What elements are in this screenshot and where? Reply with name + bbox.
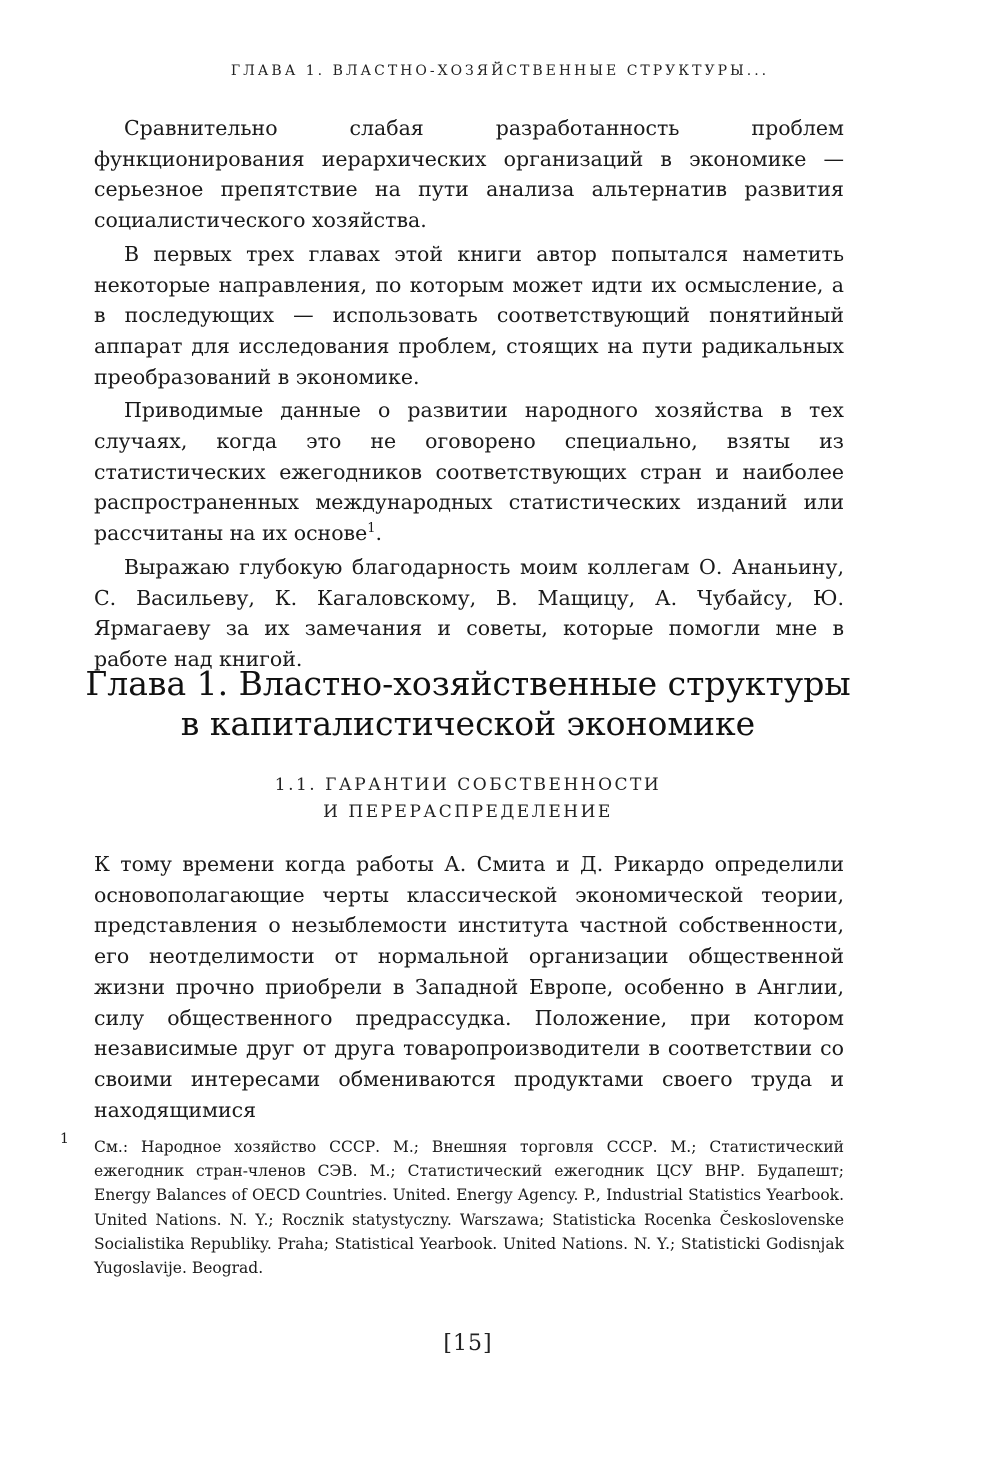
intro-paragraph-text: Приводимые данные о развитии народного хозяйства в тех случаях, когда это не оговорено специально, взяты из статистических ежегодников соответствующих стран и наиболее распространенных международных статистических изданий или рассчитаны на их основе <box>94 398 844 546</box>
footnote-mark: 1 <box>60 1131 69 1147</box>
footnote-reference-tail: . <box>375 521 383 546</box>
chapter-title <box>0 664 936 744</box>
chapter-title-line: в капиталистической экономике <box>180 704 756 743</box>
intro-paragraph: Выражаю глубокую благодарность моим коллегам О. Ананьину, С. Васильеву, К. Кагаловскому, В. Мащицу, А. Чубайсу, Ю. Ярмагаеву за их замечания и советы, которые помогли мне в работе над книгой. <box>94 554 844 671</box>
intro-paragraph: Сравнительно слабая разработанность проблем функционирования иерархических организаций в экономике — серьезное препятствие на пути анализа альтернатив развития социалистического хозяйства. <box>94 116 844 233</box>
section-title <box>0 772 936 826</box>
page-number: [15] <box>443 1331 493 1356</box>
intro-paragraph <box>94 395 844 549</box>
footnote-text: См.: Народное хозяйство СССР. М.; Внешняя торговля СССР. М.; Статистический ежегодник стран-членов СЭВ. М.; Статистический ежегодник ЦСУ ВНР. Будапешт; Energy Balances of OECD Countries. United. Energy Agency. P., Industrial Statistics Yearbook. United Nations. N. Y.; Rocznik statystyczny. Warszawa; Statisticka Rocenka Československe Socialistika Republiky. Praha; Statistical Yearbook. United Nations. N. Y.; Statisticki Godisnjak Yugoslavije. Beograd. <box>94 1138 844 1278</box>
chapter-title-line: Глава 1. Властно-хозяйственные структуры <box>85 664 851 703</box>
intro-paragraph: В первых трех главах этой книги автор попытался наметить некоторые направления, по которым может идти их осмысление, а в последующих — использовать соответствующий понятийный аппарат для исследования проблем, стоящих на пути радикальных преобразований в экономике. <box>94 241 844 389</box>
section-title-line: И ПЕРЕРАСПРЕДЕЛЕНИЕ <box>323 802 613 822</box>
intro-text <box>94 113 844 678</box>
chapter-body-text <box>94 849 844 1125</box>
running-head: ГЛАВА 1. ВЛАСТНО-ХОЗЯЙСТВЕННЫЕ СТРУКТУРЫ... <box>230 63 770 79</box>
footnote-reference[interactable]: 1 <box>367 521 376 537</box>
body-paragraph: К тому времени когда работы А. Смита и Д. Рикардо определили основополагающие черты классической экономической теории, представления о незыблемости института частной собственности, его неотделимости от нормальной организации общественной жизни прочно приобрели в Западной Европе, особенно в Англии, силу общественного предрассудка. Положение, при котором независимые друг от друга товаропроизводители в соответствии со своими интересами обмениваются продуктами своего труда и находящимися <box>94 852 844 1122</box>
section-title-line: 1.1. ГАРАНТИИ СОБСТВЕННОСТИ <box>274 775 662 795</box>
